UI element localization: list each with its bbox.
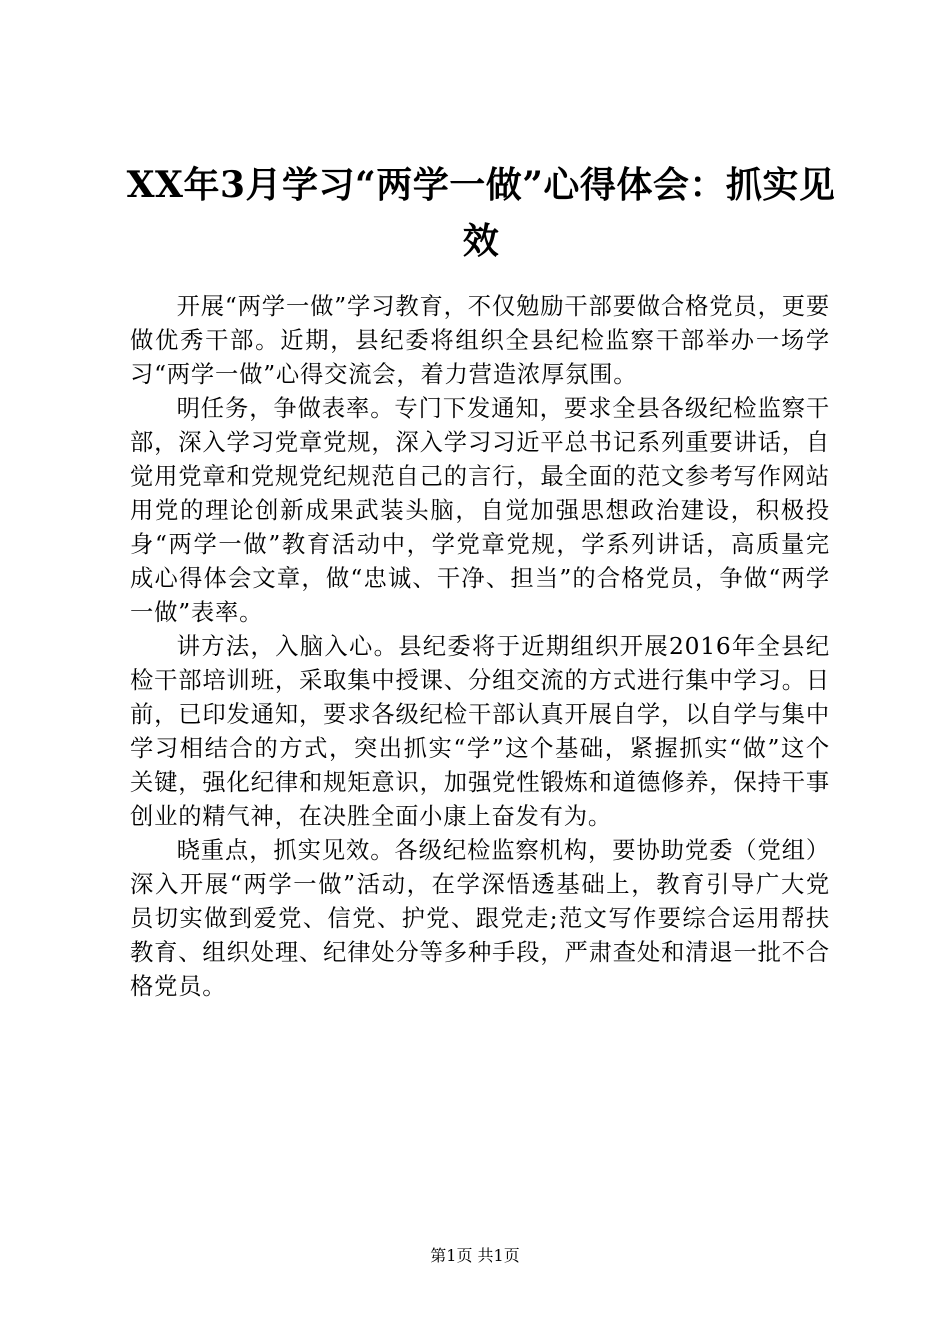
paragraph-tasks: 明任务，争做表率。专门下发通知，要求全县各级纪检监察干部，深入学习党章党规，深入学习习近平总书记系列重要讲话，自觉用党章和党规党纪规范自己的言行，最全面的范文参考写作网站用党的理论创新成果武装头脑，自觉加强思想政治建设，积极投身“两学一做”教育活动中，学党章党规，学系列讲话，高质量完成心得体会文章，做“忠诚、干净、担当”的合格党员，争做“两学一做”表率。: [130, 395, 830, 626]
paragraph-focus: 晓重点，抓实见效。各级纪检监察机构，要协助党委（党组）深入开展“两学一做”活动，在学深悟透基础上，教育引导广大党员切实做到爱党、信党、护党、跟党走;范文写作要综合运用帮扶教育、组织处理、纪律处分等多种手段，严肃查处和清退一批不合格党员。: [130, 837, 830, 1000]
paragraph-methods: 讲方法，入脑入心。县纪委将于近期组织开展2016年全县纪检干部培训班，采取集中授课、分组交流的方式进行集中学习。日前，已印发通知，要求各级纪检干部认真开展自学，以自学与集中学习相结合的方式，突出抓实“学”这个基础，紧握抓实“做”这个关键，强化纪律和规矩意识，加强党性锻炼和道德修养，保持干事创业的精气神，在决胜全面小康上奋发有为。: [130, 633, 830, 830]
document-body: [130, 290, 830, 1004]
paragraph-intro: 开展“两学一做”学习教育，不仅勉励干部要做合格党员，更要做优秀干部。近期，县纪委将组织全县纪检监察干部举办一场学习“两学一做”心得交流会，着力营造浓厚氛围。: [130, 293, 830, 388]
page-footer: 第1页 共1页: [430, 1246, 520, 1265]
document-title: XX年3月学习“两学一做”心得体会：抓实见效: [126, 164, 836, 262]
